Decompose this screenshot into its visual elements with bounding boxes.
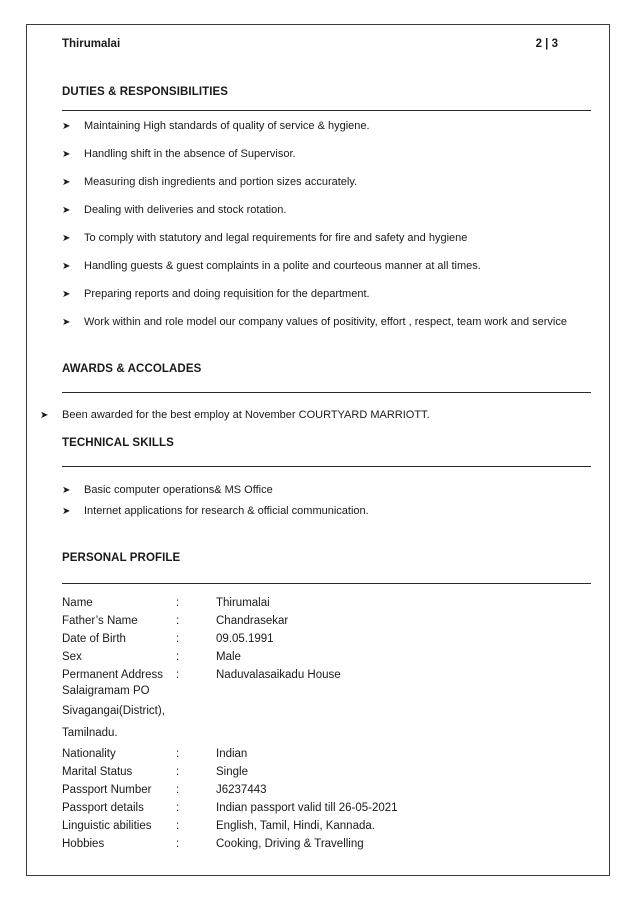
profile-colon: : (176, 766, 180, 778)
awards-title: AWARDS & ACCOLADES (62, 363, 202, 375)
profile-title: PERSONAL PROFILE (62, 552, 181, 564)
list-item (62, 176, 357, 188)
page-number: 2 | 3 (535, 38, 558, 50)
profile-colon: : (176, 820, 180, 832)
profile-label: Passport details (62, 802, 144, 814)
profile-colon: : (176, 784, 180, 796)
address-line: Tamilnadu. (62, 727, 118, 739)
arrowhead-bullet-icon: ➤ (62, 233, 71, 244)
profile-value: Male (216, 651, 241, 663)
profile-label: Marital Status (62, 766, 133, 778)
list-item-text: Maintaining High standards of quality of service & hygiene. (84, 120, 370, 132)
profile-value: Cooking, Driving & Travelling (216, 838, 364, 850)
list-item (62, 148, 296, 160)
arrowhead-bullet-icon: ➤ (62, 149, 71, 160)
arrowhead-bullet-icon: ➤ (62, 121, 71, 132)
profile-colon: : (176, 597, 180, 609)
profile-label: Date of Birth (62, 633, 126, 645)
list-item (62, 288, 370, 300)
list-item-text: Handling guests & guest complaints in a polite and courteous manner at all times. (84, 260, 481, 272)
profile-label: Name (62, 597, 93, 609)
arrowhead-bullet-icon: ➤ (62, 485, 71, 496)
profile-label: Father’s Name (62, 615, 138, 627)
list-item (62, 232, 467, 244)
arrowhead-bullet-icon: ➤ (62, 205, 71, 216)
profile-value: Indian (216, 748, 248, 760)
profile-label: Linguistic abilities (62, 820, 152, 832)
profile-value: Naduvalasaikadu House (216, 669, 341, 681)
arrowhead-bullet-icon: ➤ (62, 177, 71, 188)
list-item-text: Measuring dish ingredients and portion sizes accurately. (84, 176, 358, 188)
list-item-text: To comply with statutory and legal requirements for fire and safety and hygiene (84, 232, 468, 244)
arrowhead-bullet-icon: ➤ (62, 506, 71, 517)
list-item-text: Preparing reports and doing requisition for the department. (84, 288, 370, 300)
list-item-text: Internet applications for research & official communication. (84, 505, 369, 517)
profile-value: Indian passport valid till 26-05-2021 (216, 802, 398, 814)
profile-colon: : (176, 748, 180, 760)
technical-title: TECHNICAL SKILLS (62, 437, 174, 449)
profile-value: Single (216, 766, 248, 778)
list-item (62, 204, 286, 216)
list-item-text: Work within and role model our company values of positivity, effort , respect, team work and service (84, 316, 567, 328)
duties-title: DUTIES & RESPONSIBILITIES (62, 86, 229, 98)
profile-colon: : (176, 615, 180, 627)
arrowhead-bullet-icon: ➤ (62, 261, 71, 272)
list-item (62, 505, 369, 517)
profile-label: Passport Number (62, 784, 152, 796)
list-item-text: Been awarded for the best employ at November COURTYARD MARRIOTT. (62, 409, 430, 421)
profile-label: Sex (62, 651, 82, 663)
profile-colon: : (176, 838, 180, 850)
profile-colon: : (176, 633, 180, 645)
profile-value: Thirumalai (216, 597, 270, 609)
list-item (62, 484, 273, 496)
arrowhead-bullet-icon: ➤ (62, 317, 71, 328)
list-item (40, 409, 430, 421)
profile-label: Permanent Address (62, 669, 164, 681)
list-item-text: Basic computer operations& MS Office (84, 484, 273, 496)
list-item (62, 260, 481, 272)
section-divider (62, 583, 591, 584)
profile-value: English, Tamil, Hindi, Kannada. (216, 820, 375, 832)
arrowhead-bullet-icon: ➤ (62, 289, 71, 300)
section-divider (62, 110, 591, 111)
profile-label: Hobbies (62, 838, 105, 850)
address-line: Salaigramam PO (62, 685, 150, 697)
list-item-text: Dealing with deliveries and stock rotation. (84, 204, 287, 216)
list-item (62, 120, 370, 132)
profile-colon: : (176, 651, 180, 663)
header-name: Thirumalai (62, 38, 121, 50)
profile-colon: : (176, 802, 180, 814)
profile-label: Nationality (62, 748, 116, 760)
list-item-text: Handling shift in the absence of Supervisor. (84, 148, 296, 160)
list-item (62, 316, 567, 328)
profile-value: J6237443 (216, 784, 267, 796)
profile-value: Chandrasekar (216, 615, 289, 627)
section-divider (62, 466, 591, 467)
address-line: Sivagangai(District), (62, 705, 165, 717)
arrowhead-bullet-icon: ➤ (40, 410, 49, 421)
profile-value: 09.05.1991 (216, 633, 274, 645)
section-divider (62, 392, 591, 393)
profile-colon: : (176, 669, 180, 681)
